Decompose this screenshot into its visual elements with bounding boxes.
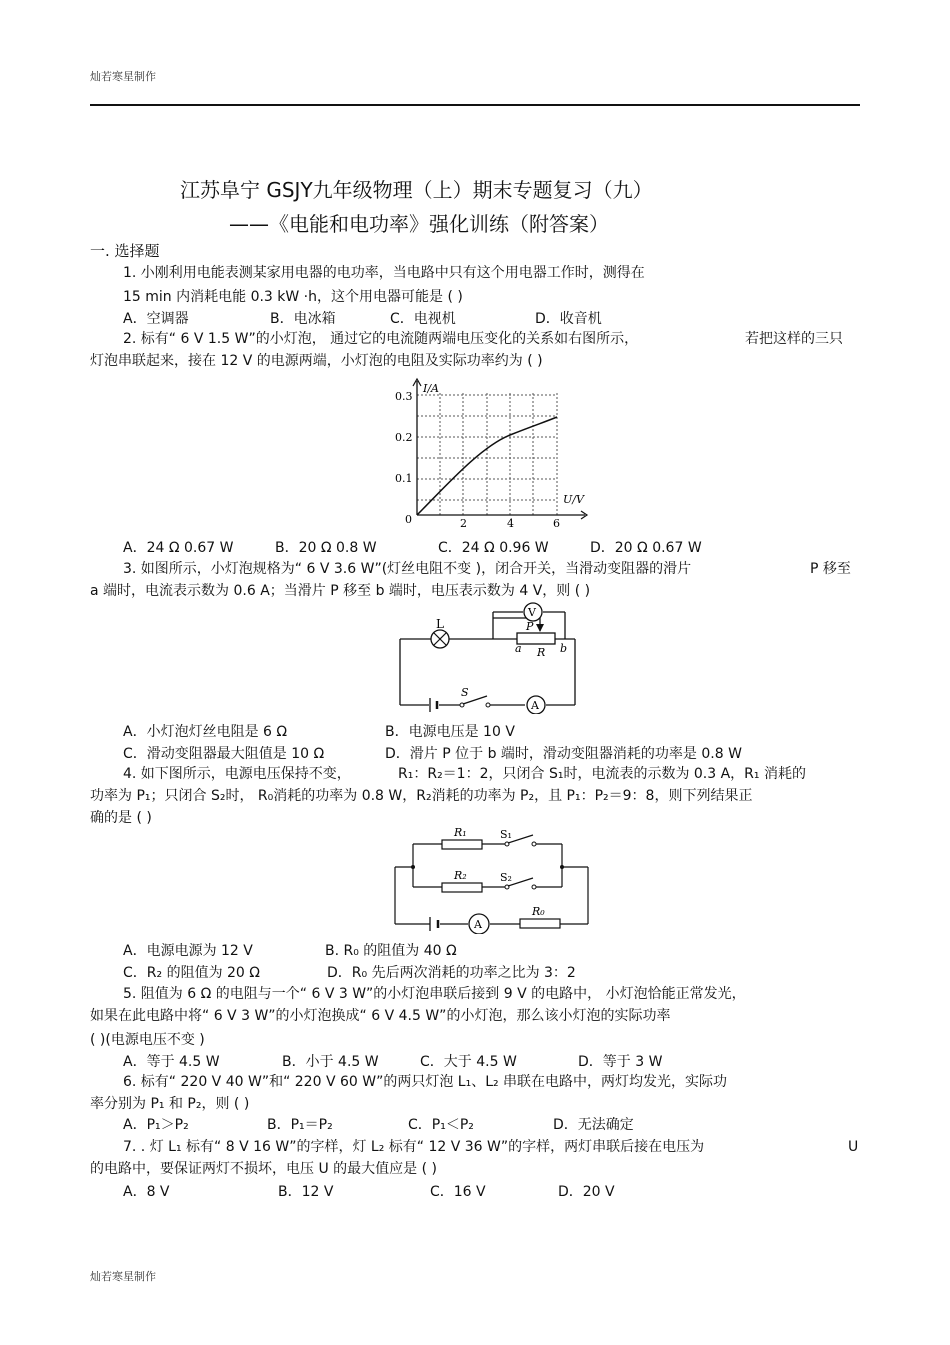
origin-label: 0 [405, 513, 412, 526]
q1-option-a: A．空调器 [123, 311, 189, 327]
q5-option-d: D．等于 3 W [578, 1054, 663, 1070]
x-axis-label: U/V [563, 493, 584, 506]
section-label: 一. 选择题 [90, 242, 160, 260]
q7-option-d: D．20 V [558, 1184, 615, 1200]
q4-line-2: 功率为 P₁；只闭合 S₂时， R₀消耗的功率为 0.8 W，R₂消耗的功率为 P₂，且 P₁：P₂＝9：8，则下列结果正 [90, 788, 753, 804]
x-tick-2: 2 [460, 517, 467, 530]
label-P: P [526, 620, 534, 633]
q2-line-1: 2. 标有“ 6 V 1.5 W”的小灯泡， 通过它的电流随两端电压变化的关系如右图所示， [123, 331, 639, 347]
q6-option-d: D．无法确定 [553, 1117, 634, 1133]
q5-option-a: A．等于 4.5 W [123, 1054, 220, 1070]
q2-option-c: C．24 Ω 0.96 W [438, 540, 549, 556]
q5-option-b: B．小于 4.5 W [282, 1054, 379, 1070]
q5-line-3: ( )(电源电压不变 ) [90, 1032, 205, 1048]
label-S2: S₂ [500, 871, 512, 884]
battery-symbol [430, 917, 438, 931]
q2-iu-graph [385, 375, 595, 535]
x-tick-4: 4 [507, 517, 514, 530]
q4-line-3: 确的是 ( ) [90, 810, 152, 826]
q3-option-a: A．小灯泡灯丝电阻是 6 Ω [123, 724, 288, 740]
q5-line-1: 5. 阻值为 6 Ω 的电阻与一个“ 6 V 3 W”的小灯泡串联后接到 9 V 的电路中， 小灯泡恰能正常发光， [123, 986, 746, 1002]
header-rule [90, 104, 860, 106]
q2-line-2: 灯泡串联起来，接在 12 V 的电源两端，小灯泡的电阻及实际功率约为 ( ) [90, 353, 543, 369]
q7-option-b: B．12 V [278, 1184, 334, 1200]
q6-line-2: 率分别为 P₁ 和 P₂，则 ( ) [90, 1096, 250, 1112]
y-tick-0.3: 0.3 [395, 390, 413, 403]
title-line-2: ——《电能和电功率》强化训练（附答案） [229, 212, 609, 236]
label-b: b [560, 642, 568, 655]
label-R: R [537, 646, 546, 659]
q6-option-a: A．P₁＞P₂ [123, 1117, 189, 1133]
page-footer: 灿若寒星制作 [90, 1270, 156, 1283]
q7-line-2: 的电路中，要保证两灯不损坏，电压 U 的最大值应是 ( ) [90, 1161, 437, 1177]
q5-option-c: C．大于 4.5 W [420, 1054, 517, 1070]
battery-symbol [430, 698, 437, 712]
q1-option-c: C．电视机 [390, 311, 456, 327]
q4-line-1-end: R₁：R₂＝1：2，只闭合 S₁时，电流表的示数为 0.3 A，R₁ 消耗的 [398, 766, 806, 782]
q1-option-b: B．电冰箱 [270, 311, 336, 327]
q6-option-b: B．P₁＝P₂ [267, 1117, 333, 1133]
label-R0: R₀ [532, 905, 545, 918]
label-R2: R₂ [454, 869, 467, 882]
slider-arrow [536, 624, 544, 632]
q7-option-a: A．8 V [123, 1184, 170, 1200]
x-tick-6: 6 [553, 517, 560, 530]
label-V: V [528, 606, 536, 619]
q6-line-1: 6. 标有“ 220 V 40 W”和“ 220 V 60 W”的两只灯泡 L₁、L₂ 串联在电路中，两灯均发光，实际功 [123, 1074, 728, 1090]
q5-line-2: 如果在此电路中将“ 6 V 3 W”的小灯泡换成“ 6 V 4.5 W”的小灯泡，那么该小灯泡的实际功率 [90, 1008, 671, 1024]
q3-line-2: a 端时，电流表示数为 0.6 A；当滑片 P 移至 b 端时，电压表示数为 4 V，则 ( ) [90, 583, 591, 599]
rheostat-symbol [517, 633, 555, 644]
q4-option-c: C．R₂ 的阻值为 20 Ω [123, 965, 260, 981]
q3-option-b: B．电源电压是 10 V [385, 724, 515, 740]
q4-line-1: 4. 如下图所示，电源电压保持不变， [123, 766, 351, 782]
label-S: S [461, 686, 469, 699]
label-A: A [474, 918, 482, 931]
q1-option-d: D．收音机 [535, 311, 602, 327]
q3-option-d: D．滑片 P 位于 b 端时，滑动变阻器消耗的功率是 0.8 W [385, 746, 742, 762]
label-R1: R₁ [454, 826, 467, 839]
q4-circuit [390, 822, 595, 934]
q3-line-1: 3. 如图所示，小灯泡规格为“ 6 V 3.6 W”(灯丝电阻不变 )，闭合开关，当滑动变阻器的滑片 [123, 561, 692, 577]
q7-line-1-end: U [848, 1139, 859, 1155]
q2-option-a: A．24 Ω 0.67 W [123, 540, 234, 556]
title-line-1: 江苏阜宁 GSJY九年级物理（上）期末专题复习（九） [180, 178, 653, 202]
q4-option-d: D．R₀ 先后两次消耗的功率之比为 3：2 [327, 965, 576, 981]
q6-option-c: C．P₁＜P₂ [408, 1117, 474, 1133]
r2-resistor [442, 883, 482, 892]
q2-line-1-end: 若把这样的三只 [745, 331, 843, 347]
y-tick-0.2: 0.2 [395, 431, 413, 444]
page-header: 灿若寒星制作 [90, 70, 156, 83]
q2-option-b: B．20 Ω 0.8 W [275, 540, 377, 556]
q1-line-1: 1. 小刚利用电能表测某家用电器的电功率，当电路中只有这个用电器工作时，测得在 [123, 265, 645, 281]
label-L: L [436, 617, 444, 631]
label-A: A [531, 699, 539, 712]
q4-option-b: B. R₀ 的阻值为 40 Ω [325, 943, 457, 959]
label-S1: S₁ [500, 828, 512, 841]
q3-circuit [395, 602, 585, 714]
r0-resistor [520, 919, 560, 928]
q7-option-c: C．16 V [430, 1184, 486, 1200]
q3-line-1-end: P 移至 [810, 561, 851, 577]
q7-line-1: 7. . 灯 L₁ 标有“ 8 V 16 W”的字样，灯 L₂ 标有“ 12 V 36 W”的字样，两灯串联后接在电压为 [123, 1139, 705, 1155]
label-a: a [515, 642, 522, 655]
y-tick-0.1: 0.1 [395, 472, 413, 485]
lamp-symbol [431, 630, 449, 648]
q1-line-2: 15 min 内消耗电能 0.3 kW ·h，这个用电器可能是 ( ) [123, 289, 463, 305]
q2-option-d: D．20 Ω 0.67 W [590, 540, 702, 556]
q3-option-c: C．滑动变阻器最大阻值是 10 Ω [123, 746, 325, 762]
y-axis-label: I/A [423, 382, 439, 395]
r1-resistor [442, 840, 482, 849]
q4-option-a: A．电源电源为 12 V [123, 943, 253, 959]
